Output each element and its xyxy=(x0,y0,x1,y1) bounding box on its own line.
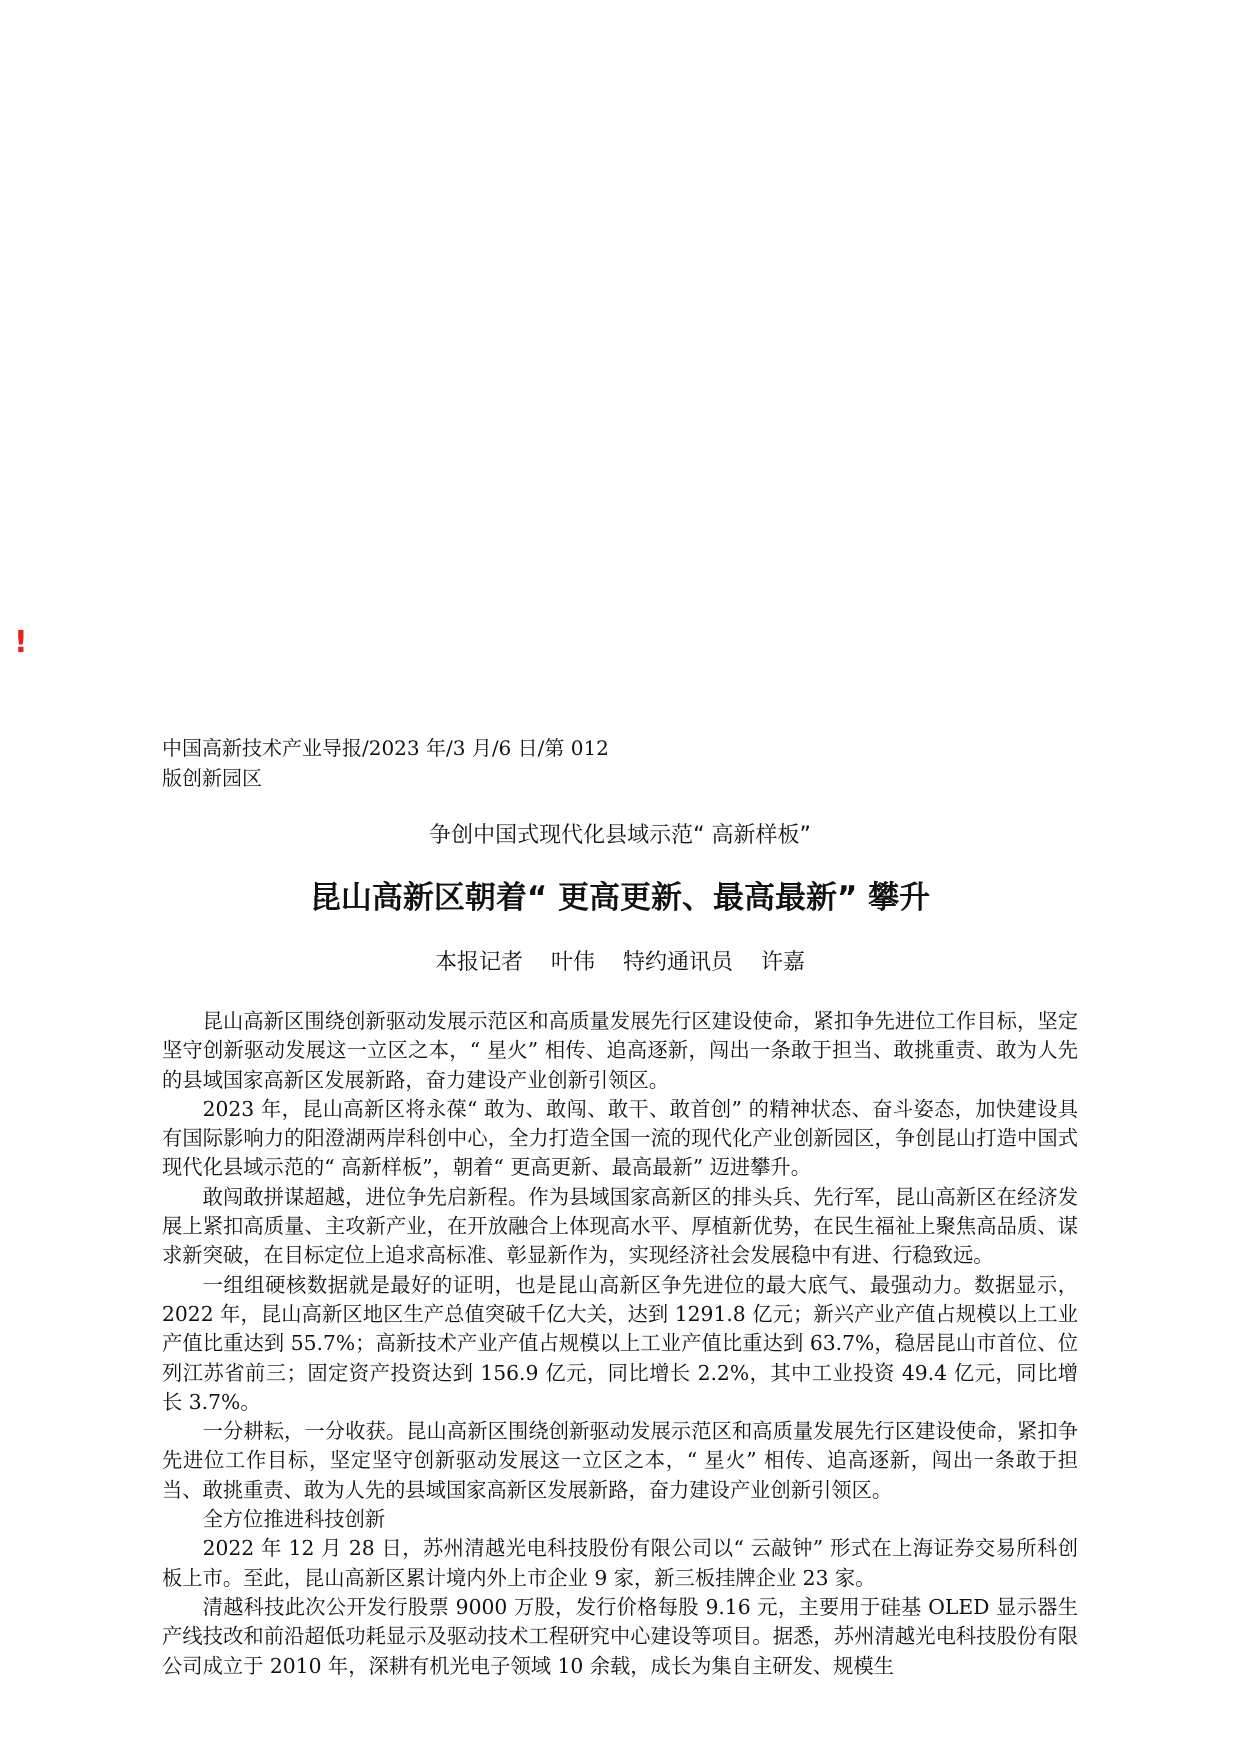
article-title: 昆山高新区朝着“ 更高更新、最高最新” 攀升 xyxy=(309,880,931,916)
paragraph-3: 敢闯敢拼谋超越，进位争先启新程。作为县域国家高新区的排头兵、先行军，昆山高新区在经济发展上紧扣高质量、主攻新产业，在开放融合上体现高水平、厚植新优势，在民生福祉上聚焦高品质、谋求新突破，在目标定位上追求高标准、彰显新作为，实现经济社会发展稳中有进、行稳致远。 xyxy=(162,1184,1078,1268)
paragraph-7: 清越科技此次公开发行股票 9000 万股，发行价格每股 9.16 元，主要用于硅基 OLED 显示器生产线技改和前沿超低功耗显示及驱动技术工程研究中心建设等项目。据悉，苏州清越光电科技股份有限公司成立于 2010 年，深耕有机光电子领域 10 余载，成长为集自主研发、规模生 xyxy=(162,1594,1078,1678)
article-body xyxy=(162,1007,1078,1681)
source-line xyxy=(162,733,642,793)
article-byline: 本报记者 叶伟 特约通讯员 许嘉 xyxy=(435,950,805,975)
red-exclamation-mark: ! xyxy=(14,625,28,660)
source-line-1: 中国高新技术产业导报/2023 年/3 月/6 日/第 012 xyxy=(162,736,609,760)
paragraph-5: 一分耕耘，一分收获。昆山高新区围绕创新驱动发展示范区和高质量发展先行区建设使命，紧扣争先进位工作目标，坚定坚守创新驱动发展这一立区之本，“ 星火” 相传、追高逐新，闯出一条敢于担当、敢挑重责、敢为人先的县域国家高新区发展新路，奋力建设产业创新引领区。 xyxy=(162,1419,1078,1502)
article-subtitle: 争创中国式现代化县域示范“ 高新样板” xyxy=(429,823,811,848)
paragraph-4: 一组组硬核数据就是最好的证明，也是昆山高新区争先进位的最大底气、最强动力。数据显示，2022 年，昆山高新区地区生产总值突破千亿大关，达到 1291.8 亿元；新兴产业产值占规模以上工业产值比重达到 55.7%；高新技术产业产值占规模以上工业产值比重达到 63.7%，稳居昆山市首位、位列江苏省前三；固定资产投资达到 156.9 亿元，同比增长 2.2%，其中工业投资 49.4 亿元，同比增长 3.7%。 xyxy=(162,1272,1078,1414)
paragraph-1: 昆山高新区围绕创新驱动发展示范区和高质量发展先行区建设使命，紧扣争先进位工作目标，坚定坚守创新驱动发展这一立区之本，“ 星火” 相传、追高逐新，闯出一条敢于担当、敢挑重责、敢为人先的县域国家高新区发展新路，奋力建设产业创新引领区。 xyxy=(162,1009,1078,1092)
section-heading: 全方位推进科技创新 xyxy=(202,1507,386,1532)
paragraph-2: 2023 年，昆山高新区将永葆“ 敢为、敢闯、敢干、敢首创” 的精神状态、奋斗姿态，加快建设具有国际影响力的阳澄湖两岸科创中心，全力打造全国一流的现代化产业创新园区，争创昆山打造中国式现代化县域示范的“ 高新样板”，朝着“ 更高更新、最高最新” 迈进攀升。 xyxy=(162,1096,1078,1180)
source-line-2: 版创新园区 xyxy=(162,766,262,790)
paragraph-6: 2022 年 12 月 28 日，苏州清越光电科技股份有限公司以“ 云敲钟” 形式在上海证券交易所科创板上市。至此，昆山高新区累计境内外上市企业 9 家，新三板挂牌企业 23 家。 xyxy=(162,1536,1078,1590)
